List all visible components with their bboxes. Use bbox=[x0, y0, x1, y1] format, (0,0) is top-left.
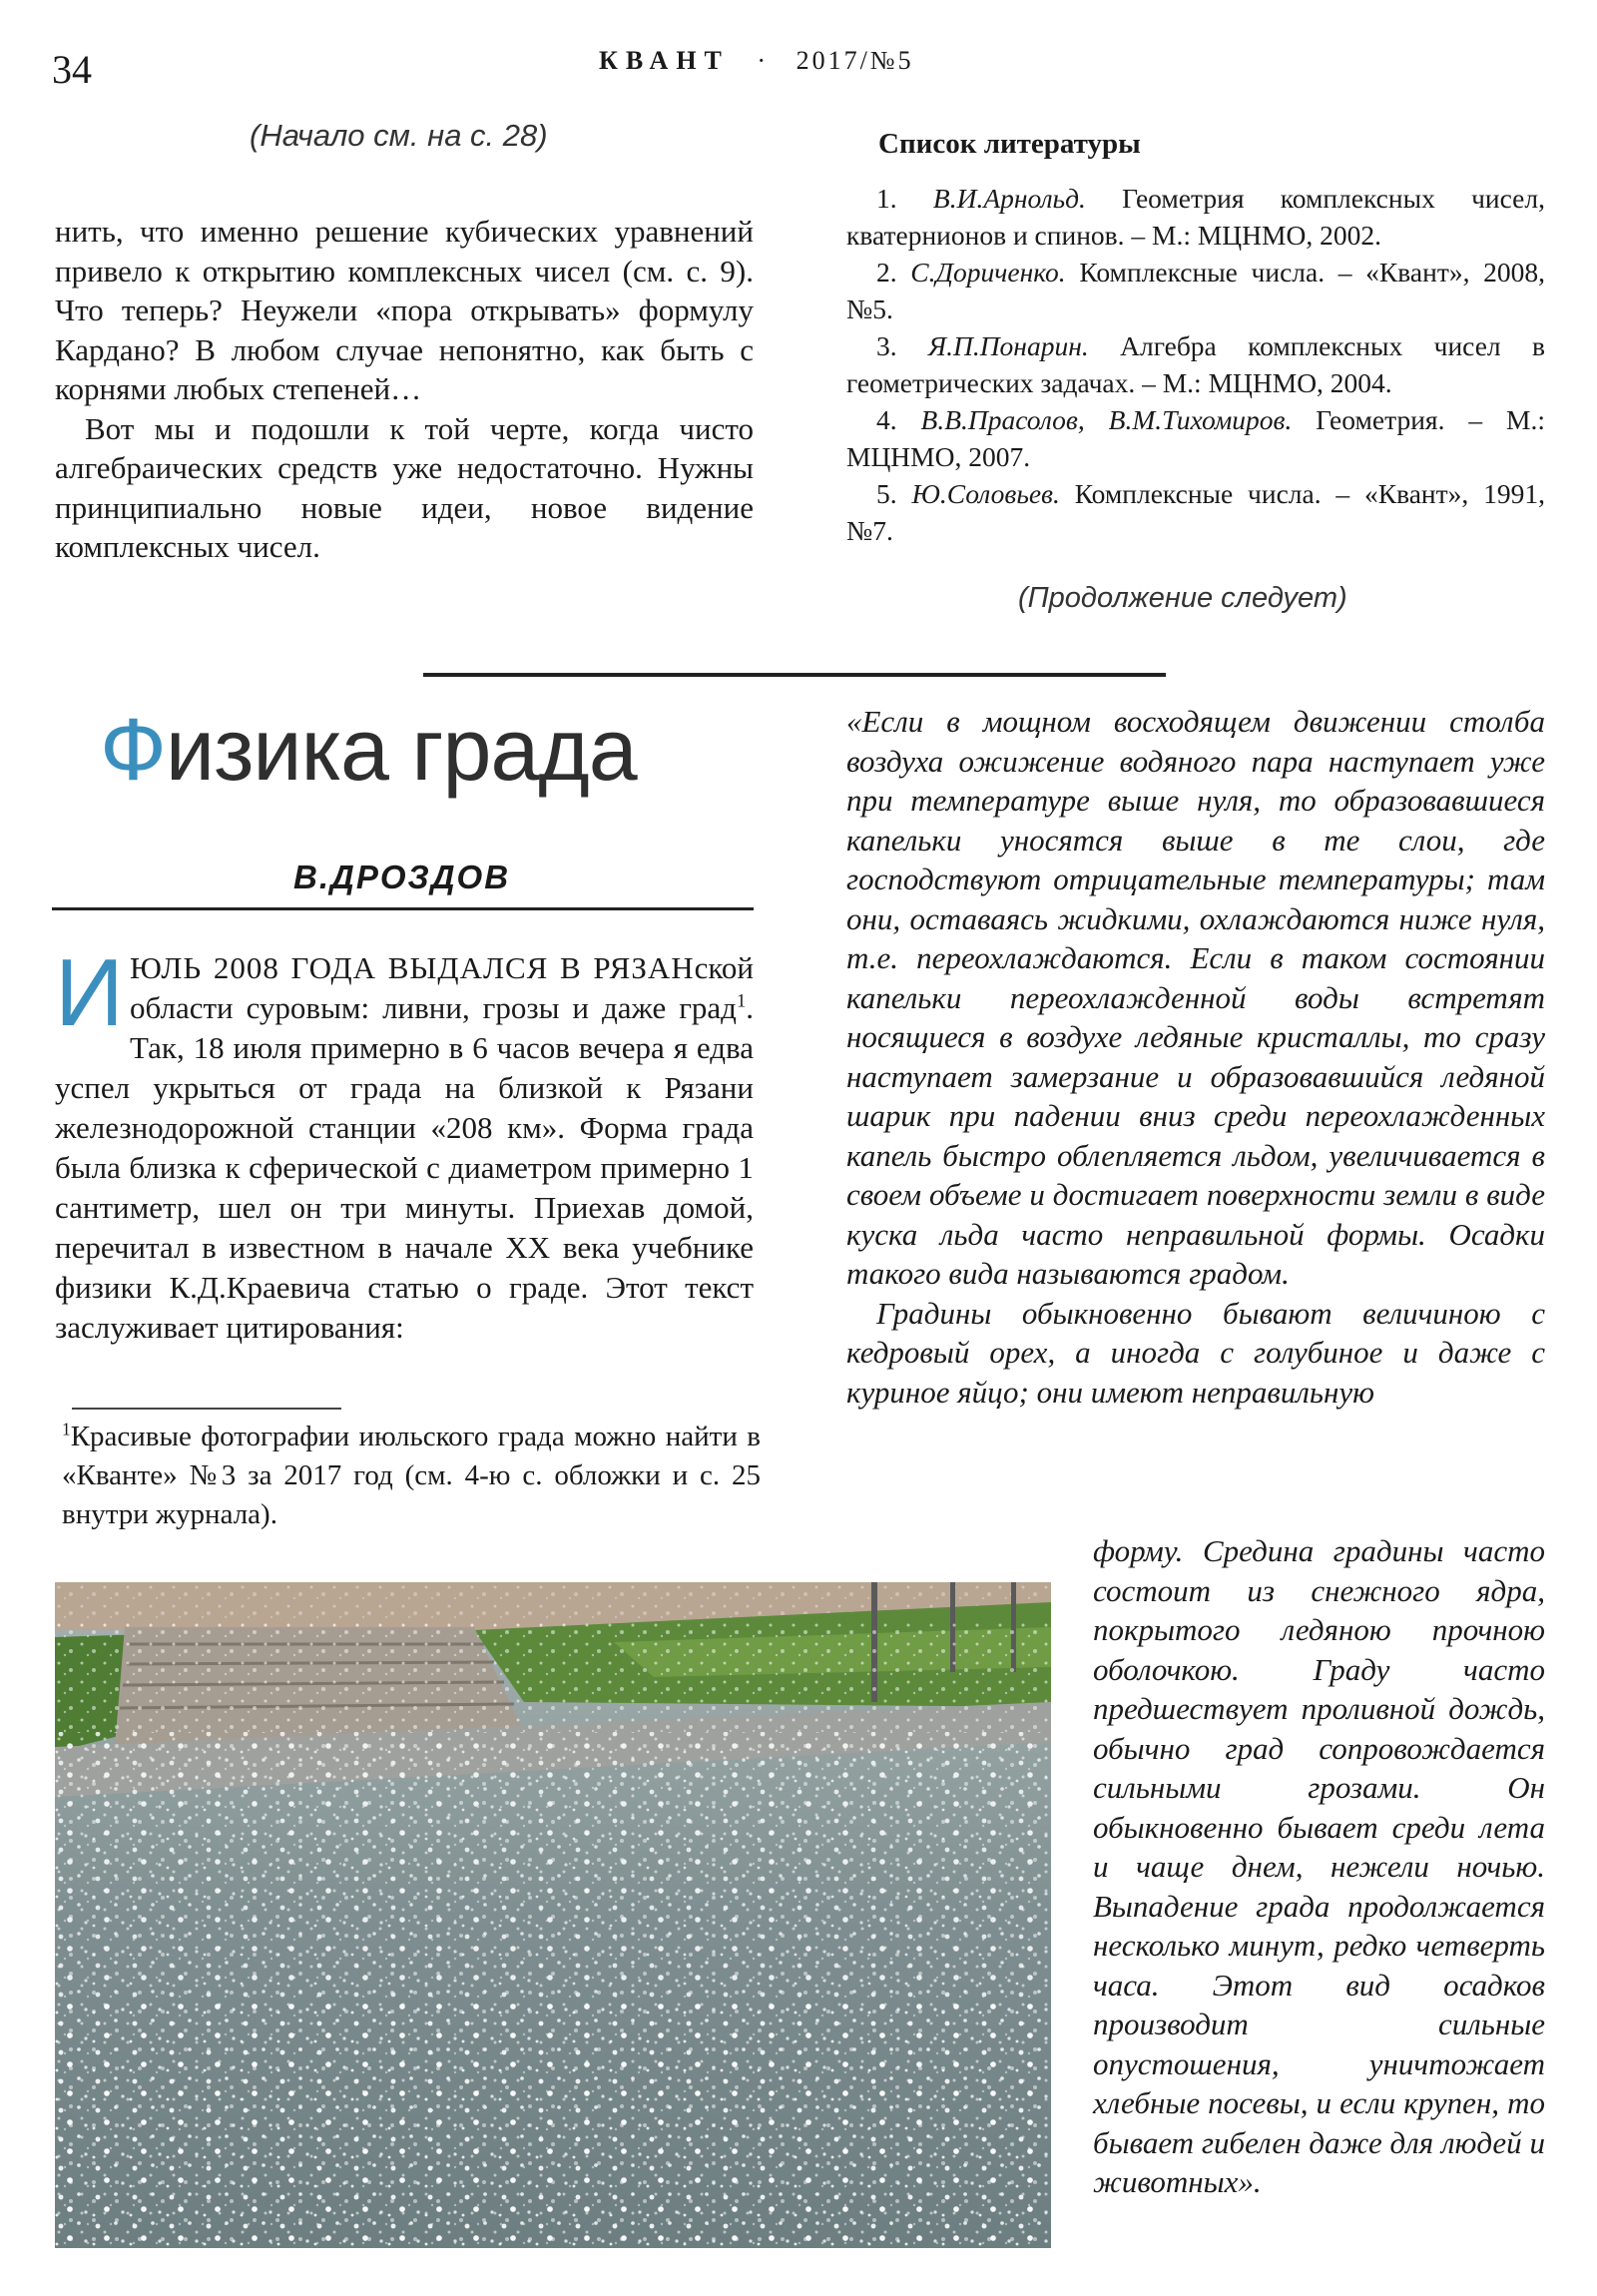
footnote-rule bbox=[72, 1408, 341, 1410]
article-title bbox=[100, 699, 637, 801]
references-list bbox=[846, 180, 1545, 549]
reference-author: В.В.Прасолов, В.М.Тихомиров. bbox=[920, 404, 1293, 435]
title-rest: изика града bbox=[165, 700, 637, 799]
reference-item: 3. Я.П.Понарин. Алгебра комплексных чисел в геометрических задачах. – М.: МЦНМО, 2004. bbox=[846, 330, 1545, 398]
lead-caps: ЮЛЬ 2008 ГОДА ВЫДАЛСЯ В РЯЗАН bbox=[130, 950, 695, 985]
author-rule bbox=[52, 907, 754, 910]
quote-continuation: форму. Средина градины часто состоит из снежного ядра, покрытого ледяною прочною оболочкою. Граду часто предшествует проливной дождь, обычно град сопровождается сильными грозами. Он обыкновенно бывает среди лета и чаще днем, нежели ночью. Выпадение града продолжается несколько минут, редко четверть часа. Этот вид осадков производит сильные опустошения, уничтожает хлебные посевы, и если крупен, то бывает гибелен даже для людей и животных». bbox=[1093, 1533, 1545, 2199]
footnote-mark: 1 bbox=[736, 990, 747, 1012]
quote-paragraph-2: Градины обыкновенно бывают величиною с кедровый орех, а иногда с голубиное и даже с куриное яйцо; они имеют неправильную bbox=[846, 1295, 1545, 1410]
reference-item: 2. С.Дориченко. Комплексные числа. – «Квант», 2008, №5. bbox=[846, 257, 1546, 324]
journal-header bbox=[599, 46, 914, 76]
article-lead: ИЮЛЬ 2008 ГОДА ВЫДАЛСЯ В РЯЗАНской области суровым: ливни, грозы и даже град$^1$. Так, 18 июля примерно в 6 часов вечера я едва успел укрыться от града на близкой к Рязани железнодорожной станции «208 км». Форма града была близка к сферической с диаметром примерно 1 сантиметр, шел он три минуты. Приехав домой, перечитал в известном в начале XX века учебнике физики К.Д.Краевича статью о граде. Этот текст заслуживает цитирования: bbox=[55, 939, 754, 1345]
references-title: Список литературы bbox=[878, 128, 1141, 160]
reference-author: С.Дориченко. bbox=[910, 257, 1066, 287]
drop-cap: И bbox=[55, 939, 124, 1046]
reference-author: В.И.Арнольд. bbox=[932, 183, 1086, 214]
footnote: $^1$Красивые фотографии июльского града можно найти в «Кванте» №3 за 2017 год (см. 4-ю с. обложки и с. 25 внутри журнала). bbox=[62, 1419, 761, 1530]
reference-item: 1. В.И.Арнольд. Геометрия комплексных чисел, кватернионов и спинов. – М.: МЦНМО, 2002. bbox=[846, 183, 1545, 251]
prev-paragraph-1: нить, что именно решение кубических уравнений привело к открытию комплексных чисел (см. с. 9). Что теперь? Неужели «пора открывать» формулу Кардано? В любом случае непонятно, как быть с корнями любых степеней… bbox=[55, 214, 754, 406]
title-first-letter: Ф bbox=[100, 700, 166, 799]
article-author: В.ДРОЗДОВ bbox=[293, 859, 511, 895]
header-separator: · bbox=[757, 46, 770, 75]
reference-item: 4. В.В.Прасолов, В.М.Тихомиров. Геометрия. – М.: МЦНМО, 2007. bbox=[846, 404, 1545, 472]
quote-block bbox=[846, 702, 1545, 1412]
reference-item: 5. Ю.Соловьев. Комплексные числа. – «Квант», 1991, №7. bbox=[846, 478, 1545, 546]
reference-author: Ю.Соловьев. bbox=[911, 478, 1060, 509]
page-number: 34 bbox=[52, 47, 92, 92]
reference-author: Я.П.Понарин. bbox=[928, 330, 1089, 361]
journal-issue: 2017/№5 bbox=[796, 46, 914, 75]
prev-article-text bbox=[55, 212, 754, 567]
hail-photo bbox=[55, 1582, 1051, 2248]
continued-note: (Продолжение следует) bbox=[1018, 582, 1347, 614]
section-divider bbox=[423, 673, 1166, 677]
quote-paragraph-1: «Если в мощном восходящем движении столба воздуха ожижение водяного пара наступает уже при температуре выше нуля, то образовавшиеся капельки уносятся выше в те слои, где господствуют отрицательные температуры; там они, оставаясь жидкими, охлаждаются ниже нуля, т.е. переохлаждаются. Если в таком состоянии капельки переохлажденной воды встретят носящиеся в воздухе ледяные кристаллы, то сразу наступает замерзание и образовавшийся ледяной шарик при падении вниз среди переохлажденных капель быстро облепляется льдом, увеличивается в своем объеме и достигает поверхности земли в виде куска льда часто неправильной формы. Осадки такого вида называются градом. bbox=[846, 704, 1545, 1291]
journal-name: КВАНТ bbox=[599, 46, 730, 75]
prev-paragraph-2: Вот мы и подошли к той черте, когда чисто алгебраических средств уже недостаточно. Нужны принципиально новые идеи, новое видение комплексных чисел. bbox=[55, 410, 754, 564]
continuation-note: (Начало см. на с. 28) bbox=[250, 118, 548, 153]
